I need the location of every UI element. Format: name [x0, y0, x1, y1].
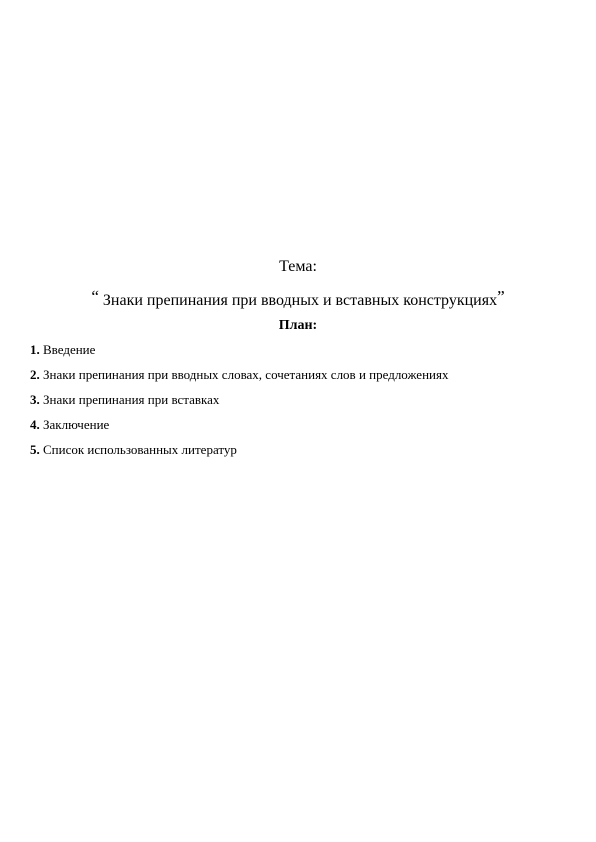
title-text: Знаки препинания при вводных и вставных конструкциях [98, 292, 498, 309]
title-close-quote: ” [497, 287, 505, 306]
plan-item-text: Список использованных литератур [39, 442, 237, 457]
plan-item-number: 4. [30, 417, 40, 432]
title-open-quote: “ [91, 287, 99, 306]
plan-item-references [30, 441, 570, 458]
plan-item-conclusion [30, 416, 570, 433]
plan-item-introduction [30, 341, 570, 358]
plan-item-text: Знаки препинания при вводных словах, сочетаниях слов и предложениях [39, 367, 449, 382]
plan-item-number: 5. [30, 442, 40, 457]
plan-item-number: 1. [30, 342, 40, 357]
topic-label: Тема: [279, 258, 317, 275]
plan-heading: План: [278, 318, 318, 333]
plan-item-introductory-words [30, 366, 570, 383]
plan-item-text: Заключение [39, 417, 110, 432]
plan-list [30, 341, 570, 466]
plan-item-insertions [30, 391, 570, 408]
plan-item-text: Введение [39, 342, 96, 357]
document-title [0, 287, 596, 311]
plan-item-number: 3. [30, 392, 40, 407]
plan-item-text: Знаки препинания при вставках [39, 392, 220, 407]
plan-item-number: 2. [30, 367, 40, 382]
